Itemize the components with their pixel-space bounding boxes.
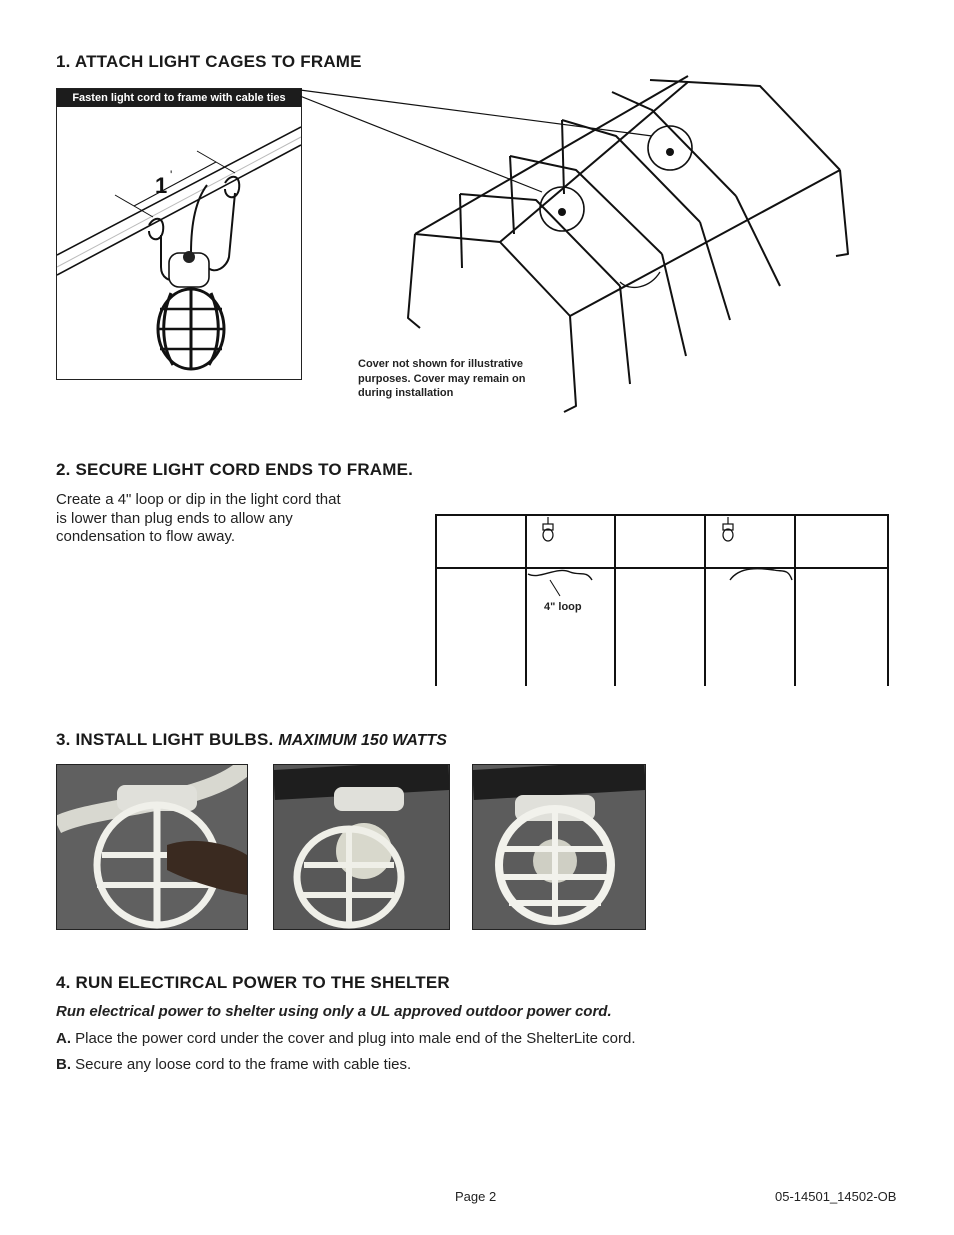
light-cage-detail-illustration (57, 107, 301, 379)
step4-heading: 4. RUN ELECTIRCAL POWER TO THE SHELTER (56, 973, 450, 992)
item-marker: A. (56, 1030, 71, 1047)
item-marker: B. (56, 1056, 71, 1073)
step4-item-a (56, 1030, 636, 1049)
dimension-label: 1 (155, 173, 168, 198)
step1-heading: 1. ATTACH LIGHT CAGES TO FRAME (56, 52, 362, 71)
step3-heading (56, 730, 447, 750)
bulb-photo-2 (273, 764, 450, 930)
item-text: Secure any loose cord to the frame with cable ties. (75, 1056, 412, 1073)
step2-body: Create a 4" loop or dip in the light cord that is lower than plug ends to allow any condensation to flow away. (56, 491, 341, 545)
step2-heading: 2. SECURE LIGHT CORD ENDS TO FRAME. (56, 460, 414, 479)
step3-heading-sub: MAXIMUM 150 WATTS (278, 732, 447, 749)
step4-item-b (56, 1056, 411, 1075)
loop-label: 4" loop (544, 601, 582, 613)
item-text: Place the power cord under the cover and plug into male end of the ShelterLite cord. (75, 1030, 636, 1047)
dimension-unit: ' (170, 168, 173, 182)
inset-label: Fasten light cord to frame with cable ties (57, 89, 301, 107)
step4-note: Run electrical power to shelter using only a UL approved outdoor power cord. (56, 1003, 612, 1020)
bulb-photo-3 (472, 764, 646, 930)
frame-side-view-illustration (430, 510, 894, 690)
cover-note: Cover not shown for illustrative purposes. Cover may remain on during installation (358, 358, 526, 399)
page-number: Page 2 (455, 1189, 497, 1204)
bulb-photo-1 (56, 764, 248, 930)
cable-tie-detail-panel (56, 88, 302, 380)
document-code: 05-14501_14502-OB (775, 1189, 897, 1204)
step3-heading-main: 3. INSTALL LIGHT BULBS. (56, 730, 274, 749)
